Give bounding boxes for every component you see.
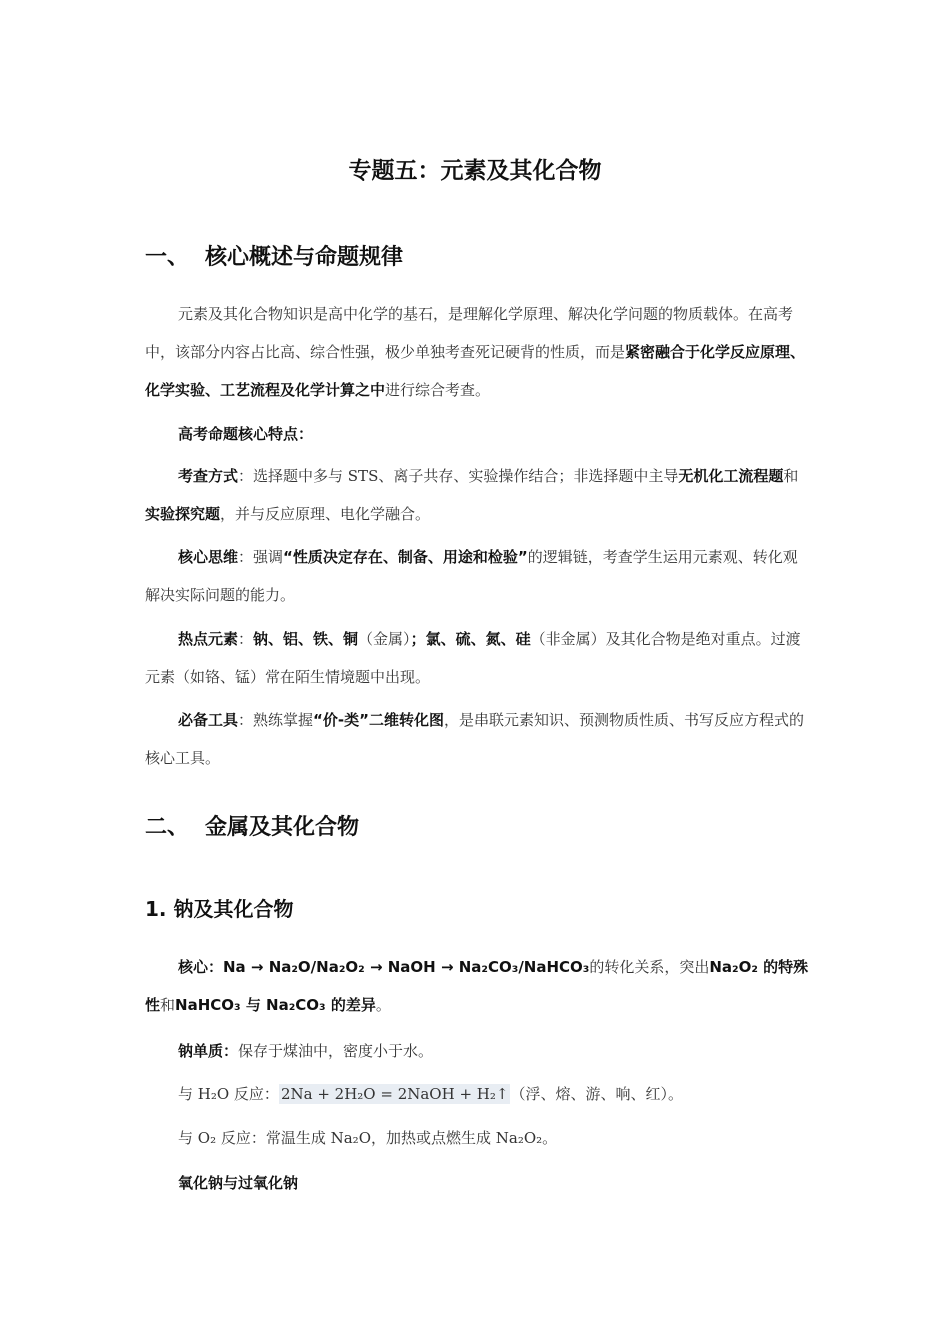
feature-2-text-c: 的逻辑链，考查学生运用元素观、转化观解决实际问题的能力。 [145, 548, 798, 604]
sodium-core-paragraph [145, 948, 810, 1024]
feature-2-label: 核心思维 [178, 548, 239, 566]
feature-2-bold: “性质决定存在、制备、用途和检验” [283, 548, 528, 566]
feature-3-text-c: （非金属）及其化合物是绝对重点。过渡元素（如铬、锰）常在陌生情境题中出现。 [145, 630, 801, 686]
water-reaction-line [178, 1083, 683, 1104]
oxide-heading-text: 氧化钠与过氧化钠 [178, 1174, 299, 1192]
feature-1-bold-1: 无机化工流程题 [678, 467, 784, 485]
page-title: 专题五：元素及其化合物 [348, 158, 602, 184]
core-bold-1: Na₂O₂ 的特殊性 [145, 958, 809, 1014]
subsection-1-heading: 1. 钠及其化合物 [145, 897, 294, 921]
intro-text-a: 元素及其化合物知识是高中化学的基石，是理解化学原理、解决化学问题的物质载体。在高考中，该部分内容占比高、综合性强，极少单独考查死记硬背的性质，而是 [145, 305, 794, 361]
feature-4-bold: “价-类”二维转化图 [313, 711, 444, 729]
feature-tools [145, 701, 810, 777]
intro-text-c: 进行综合考查。 [385, 381, 491, 399]
feature-3-bold-2: 氯、硫、氮、硅 [425, 630, 531, 648]
feature-4-text-c: ，是串联元素知识、预测物质性质、书写反应方程式的核心工具。 [145, 711, 804, 767]
core-mid: 和 [160, 996, 176, 1014]
feature-1-bold-2: 实验探究题 [145, 505, 221, 523]
feature-2-text-a: ：强调 [238, 548, 284, 566]
feature-3-bold-1: 钠、铝、铁、铜 [253, 630, 359, 648]
features-heading [178, 423, 313, 444]
feature-core-thinking [145, 538, 810, 614]
feature-3-sep: ； [410, 630, 426, 648]
water-reaction-prefix: 与 H₂O 反应： [178, 1085, 279, 1103]
core-label: 核心：Na → Na₂O/Na₂O₂ → NaOH → Na₂CO₃/NaHCO₃ [178, 958, 590, 976]
section-1-heading [145, 240, 403, 271]
feature-3-label: 热点元素 [178, 630, 239, 648]
sodium-storage-line [178, 1040, 433, 1061]
section-2-title: 金属及其化合物 [205, 815, 360, 840]
oxygen-reaction-line: 与 O₂ 反应：常温生成 Na₂O，加热或点燃生成 Na₂O₂。 [178, 1129, 558, 1147]
features-heading-text: 高考命题核心特点： [178, 425, 314, 443]
sodium-label: 钠单质： [178, 1042, 239, 1060]
sodium-text: 保存于煤油中，密度小于水。 [238, 1042, 434, 1060]
feature-3-metal: （金属） [358, 630, 411, 648]
section-1-title: 核心概述与命题规律 [205, 245, 404, 270]
section-2-heading [145, 810, 359, 841]
feature-1-label: 考查方式 [178, 467, 239, 485]
section-2-number: 二、 [145, 815, 190, 840]
core-text-a: 的转化关系，突出 [589, 958, 710, 976]
feature-4-label: 必备工具 [178, 711, 239, 729]
water-reaction-equation: 2Na + 2H₂O = 2NaOH + H₂↑ [280, 1085, 509, 1103]
oxide-heading [178, 1172, 298, 1193]
intro-text-bold: 紧密融合于化学反应原理、化学实验、工艺流程及化学计算之中 [145, 343, 806, 399]
feature-1-text-c: ，并与反应原理、电化学融合。 [220, 505, 431, 523]
intro-paragraph [145, 295, 810, 409]
feature-4-text-a: ：熟练掌握 [238, 711, 314, 729]
water-reaction-suffix: （浮、熔、游、响、红）。 [510, 1085, 683, 1103]
feature-exam-format [145, 457, 810, 533]
section-1-number: 一、 [145, 245, 190, 270]
feature-1-text-a: ：选择题中多与 STS、离子共存、实验操作结合；非选择题中主导 [238, 467, 679, 485]
core-text-c: 。 [375, 996, 391, 1014]
core-bold-2: NaHCO₃ 与 Na₂CO₃ 的差异 [175, 996, 376, 1014]
feature-hot-elements [145, 620, 810, 696]
feature-1-mid: 和 [783, 467, 799, 485]
feature-3-colon: ： [238, 630, 254, 648]
